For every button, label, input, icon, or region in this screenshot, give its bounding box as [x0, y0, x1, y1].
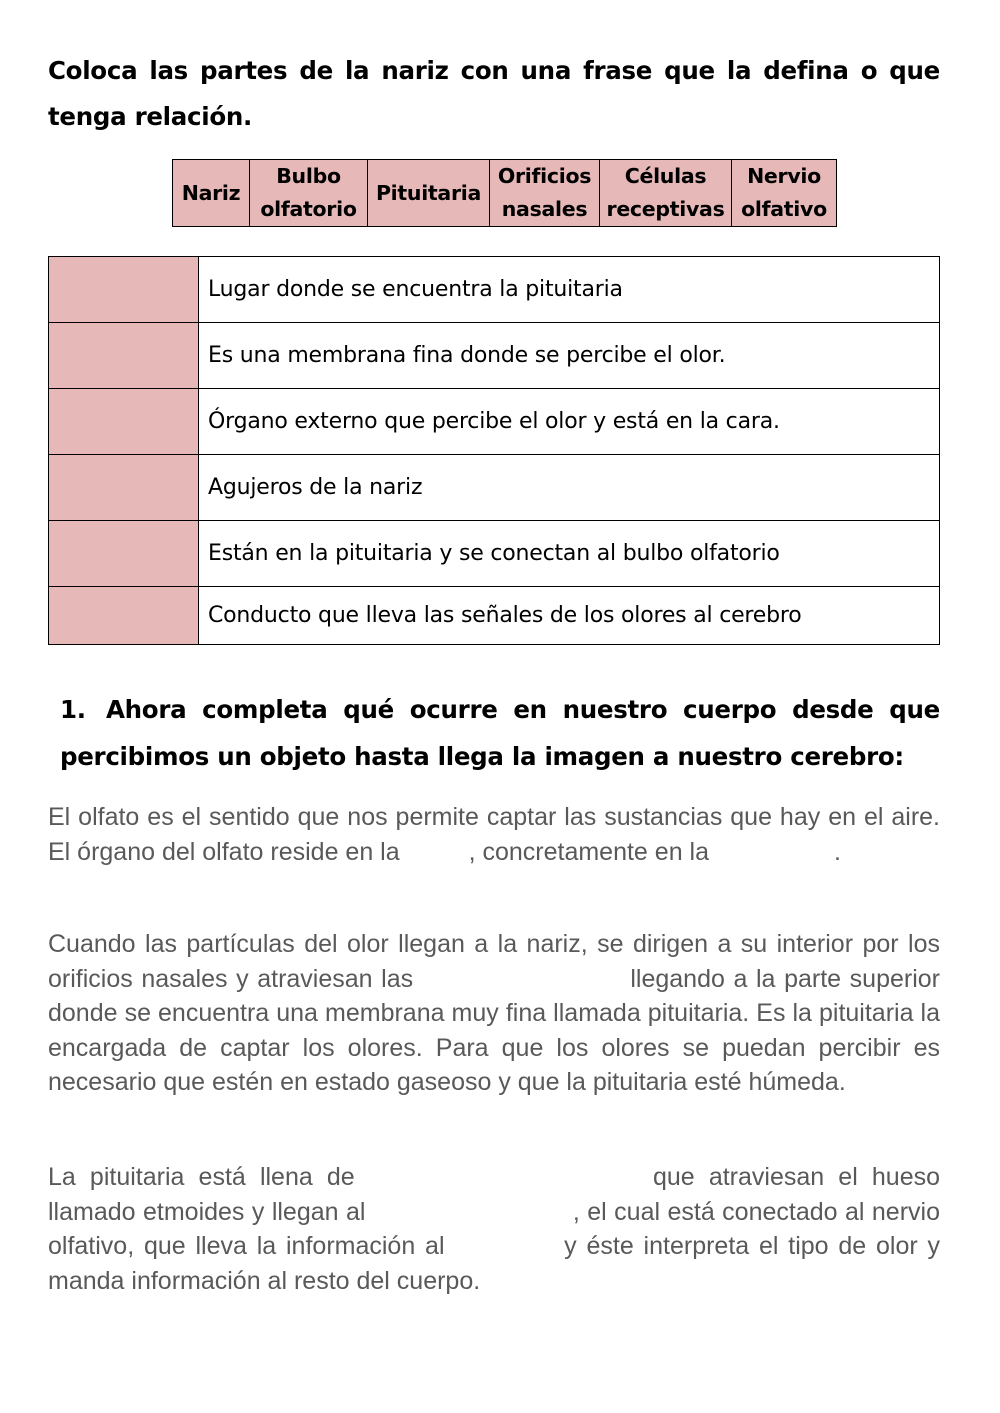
term-cell[interactable]	[490, 160, 600, 227]
definition-text: Lugar donde se encuentra la pituitaria	[199, 257, 940, 323]
paragraph-2	[48, 927, 940, 1100]
definition-text: Están en la pituitaria y se conectan al bulbo olfatorio	[199, 521, 940, 587]
text-segment: , concretamente en la	[468, 837, 709, 866]
answer-drop-slot[interactable]	[49, 323, 199, 389]
question-number: 1.	[60, 695, 86, 724]
text-segment: que atraviesan el hueso llamado etmoides y llegan al	[48, 1163, 941, 1226]
definition-row	[49, 257, 940, 323]
text-segment: La pituitaria está llena de	[48, 1163, 355, 1191]
terms-table	[172, 159, 837, 227]
definitions-table	[48, 256, 940, 645]
definition-text: Es una membrana fina donde se percibe el olor.	[199, 323, 940, 389]
definition-text: Conducto que lleva las señales de los olores al cerebro	[199, 587, 940, 645]
term-label: Células receptivas	[606, 164, 725, 221]
definition-row	[49, 389, 940, 455]
text-segment: El olfato es el sentido que nos permite captar las sustancias que hay en el aire. El órgano del olfato reside en la	[48, 803, 940, 866]
definition-row	[49, 587, 940, 645]
term-label: Nervio olfativo	[741, 164, 827, 221]
definition-row	[49, 521, 940, 587]
text-segment: .	[833, 837, 841, 866]
question-heading	[60, 686, 940, 780]
paragraph-1	[48, 800, 940, 869]
definition-row	[49, 455, 940, 521]
term-cell[interactable]	[732, 160, 837, 227]
term-cell[interactable]	[368, 160, 490, 227]
terms-row	[173, 160, 837, 227]
question-text: Ahora completa qué ocurre en nuestro cuerpo desde que percibimos un objeto hasta llega la imagen a nuestro cerebro:	[60, 695, 940, 771]
text-segment: llegando a la parte superior donde se encuentra una membrana muy fina llamada pituitaria. Es la pituitaria la encargada de captar los olores. Para que los olores se puedan percibir es necesario que estén en estado gaseoso y que la pituitaria esté húmeda.	[48, 964, 940, 1097]
term-label: Pituitaria	[375, 180, 482, 205]
definition-text: Agujeros de la nariz	[199, 455, 940, 521]
answer-drop-slot[interactable]	[49, 521, 199, 587]
text-segment: , el cual está conectado al nervio olfativo, que lleva la información al	[48, 1197, 940, 1261]
term-cell[interactable]	[600, 160, 732, 227]
page-title: Coloca las partes de la nariz con una frase que la defina o que tenga relación.	[48, 56, 940, 131]
text-segment: Cuando las partículas del olor llegan a la nariz, se dirigen a su interior por los orificios nasales y atraviesan las	[48, 930, 940, 993]
term-label: Orificios nasales	[497, 164, 592, 221]
text-segment: y éste interpreta el tipo de olor y manda información al resto del cuerpo.	[48, 1232, 941, 1295]
term-label: Bulbo olfatorio	[260, 164, 357, 221]
answer-drop-slot[interactable]	[49, 257, 199, 323]
term-label: Nariz	[181, 180, 241, 205]
answer-drop-slot[interactable]	[49, 587, 199, 645]
answer-drop-slot[interactable]	[49, 389, 199, 455]
term-cell[interactable]	[250, 160, 368, 227]
definition-row	[49, 323, 940, 389]
answer-drop-slot[interactable]	[49, 455, 199, 521]
paragraph-3	[48, 1160, 940, 1298]
definition-text: Órgano externo que percibe el olor y está en la cara.	[199, 389, 940, 455]
term-cell[interactable]	[173, 160, 250, 227]
